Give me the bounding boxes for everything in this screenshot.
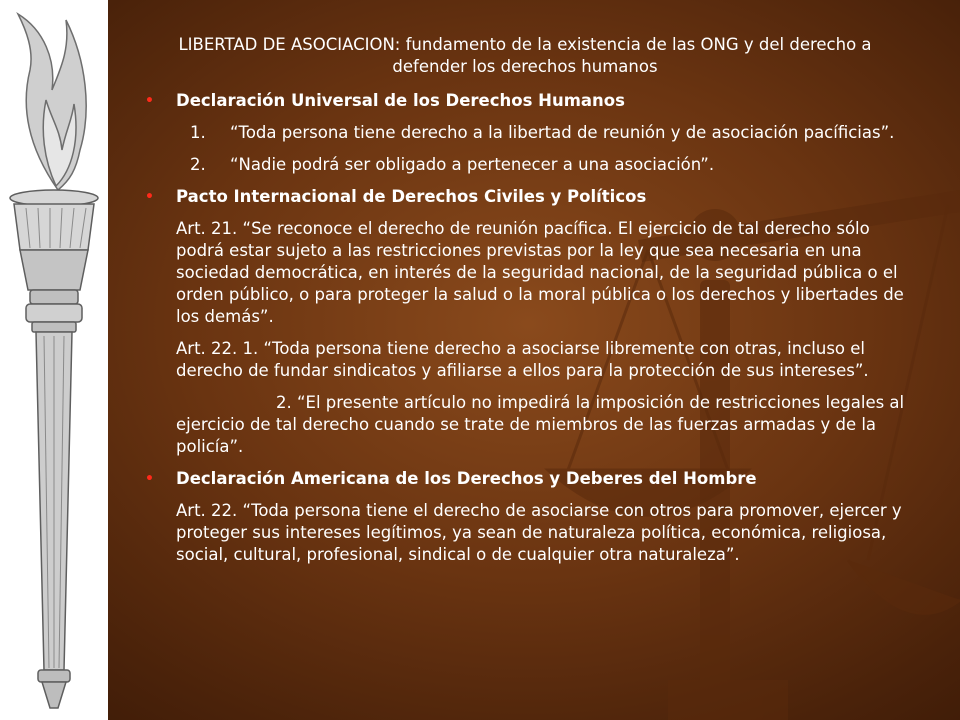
udhr-item-1	[140, 122, 910, 144]
udhr-item-2	[140, 154, 910, 176]
udhr-item-1-number: 1.	[190, 123, 206, 142]
udhr-item-2-text: “Nadie podrá ser obligado a pertenecer a una asociación”.	[230, 155, 715, 174]
slide-heading: LIBERTAD DE ASOCIACION: fundamento de la existencia de las ONG y del derecho a defender los derechos humanos	[178, 35, 872, 76]
adrdm-art22: Art. 22. “Toda persona tiene el derecho de asociarse con otros para promover, ejercer y proteger sus intereses legítimos, ya sean de naturaleza política, económica, religiosa, social, cultural, profesional, sindical o de cualquier otra naturaleza”.	[176, 501, 902, 564]
udhr-item-1-text: “Toda persona tiene derecho a la libertad de reunión y de asociación pacíficias”.	[230, 123, 895, 142]
bullet-udhr	[140, 90, 910, 112]
bullet-icon: •	[145, 189, 154, 205]
bullet-iccpr	[140, 186, 910, 208]
udhr-item-2-number: 2.	[190, 155, 206, 174]
iccpr-art21: Art. 21. “Se reconoce el derecho de reunión pacífica. El ejercicio de tal derecho sólo podrá estar sujeto a las restricciones previstas por la ley que sea necesaria en una sociedad democrática, en interés de la seguridad nacional, de la seguridad pública o el orden público, o para proteger la salud o la moral pública o los derechos y libertades de los demás”.	[176, 219, 904, 326]
iccpr-art22-1: Art. 22. 1. “Toda persona tiene derecho a asociarse libremente con otras, incluso el derecho de fundar sindicatos y afiliarse a ellos para la protección de sus intereses”.	[176, 339, 869, 380]
bullet-icon: •	[145, 93, 154, 109]
udhr-title: Declaración Universal de los Derechos Humanos	[176, 91, 625, 110]
bullet-adrdm	[140, 468, 910, 490]
bullet-icon: •	[145, 471, 154, 487]
torch-icon	[0, 0, 108, 720]
iccpr-art22-2: 2. “El presente artículo no impedirá la imposición de restricciones legales al ejercicio de tal derecho cuando se trate de miembros de las fuerzas armadas y de la policía”.	[176, 393, 905, 456]
iccpr-title: Pacto Internacional de Derechos Civiles y Políticos	[176, 187, 647, 206]
torch-panel	[0, 0, 108, 720]
slide-content	[140, 34, 910, 576]
adrdm-title: Declaración Americana de los Derechos y Deberes del Hombre	[176, 469, 757, 488]
iccpr-art22-2-wrap	[140, 392, 910, 458]
